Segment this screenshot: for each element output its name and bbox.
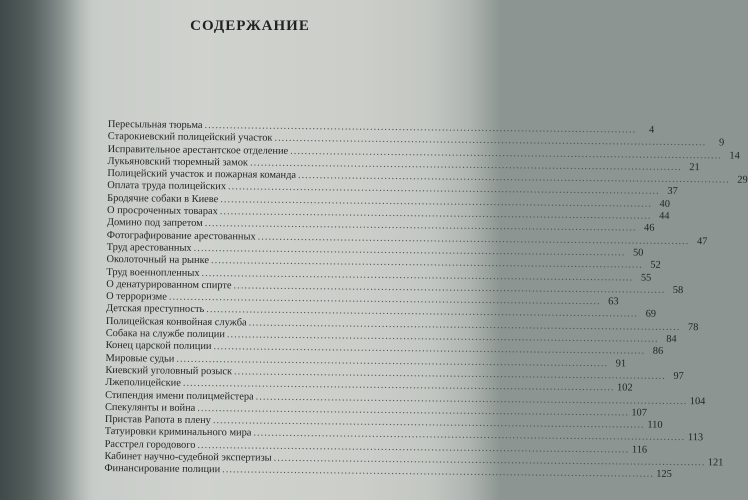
toc-entry-title: Околоточный на рынке — [106, 254, 210, 267]
toc-entry-page: 44 — [659, 210, 670, 222]
toc-entry-page: 125 — [656, 469, 672, 481]
toc-entry-title: Киевский уголовный розыск — [105, 364, 233, 378]
toc-entry-title: Труд военнопленных — [106, 266, 200, 279]
toc-entry-page: 14 — [729, 150, 740, 162]
toc-entry-page: 40 — [659, 198, 671, 210]
toc-leader-dots: ........................................................................................................................ — [182, 378, 615, 394]
toc-entry-title: Конец царской полиции — [105, 340, 212, 353]
toc-leader-dots: ........................................................................................................................ — [255, 391, 688, 407]
toc-entry-title: О денатурированном спирте — [106, 278, 232, 292]
toc-leader-dots: ........................................................................................................................ — [201, 267, 634, 284]
toc-entry-page: 46 — [643, 222, 655, 235]
toc-entry-title: Полицейский участок и пожарная команда — [107, 168, 297, 182]
toc-leader-dots: ........................................................................................................................ — [204, 120, 637, 136]
toc-leader-dots: ........................................................................................................................ — [213, 341, 646, 357]
toc-leader-dots: ........................................................................................................................ — [168, 291, 601, 308]
toc-entry-page: 58 — [672, 284, 684, 296]
toc-entry-title: Полицейская конвойная служба — [105, 315, 247, 329]
toc-entry-title: Домино под запретом — [106, 217, 203, 230]
toc-entry-title: Исправительное арестантское отделение — [107, 143, 289, 157]
toc-entry-title: Мировые судьи — [105, 352, 175, 365]
toc-leader-dots: ........................................................................................................................ — [234, 366, 666, 382]
toc-leader-dots: ........................................................................................................................ — [206, 304, 639, 321]
toc-entry-page: 104 — [689, 395, 706, 407]
toc-entry-page: 91 — [615, 357, 627, 370]
toc-leader-dots: ........................................................................................................................ — [204, 218, 637, 234]
toc-entry-page: 86 — [652, 346, 664, 358]
toc-leader-dots: ........................................................................................................................ — [176, 353, 609, 369]
toc-entry-page: 110 — [647, 419, 663, 431]
toc-leader-dots: ........................................................................................................................ — [197, 402, 630, 419]
toc-leader-dots: ........................................................................................................................ — [274, 133, 707, 149]
page-gutter-shadow — [0, 0, 90, 500]
toc-entry-title: Старокиевский полицейский участок — [107, 131, 273, 145]
toc-entry-page: 29 — [737, 174, 748, 186]
toc-entry-title: Собака на службе полиции — [105, 328, 226, 341]
toc-entry-title: Стипендия имени полицмейстера — [105, 389, 254, 403]
toc-entry — [104, 463, 672, 481]
toc-entry-page: 78 — [687, 321, 699, 333]
toc-entry-title: Лжеполицейские — [105, 377, 181, 390]
toc-leader-dots: ........................................................................................................................ — [219, 206, 652, 222]
toc-leader-dots: ........................................................................................................................ — [220, 193, 653, 210]
toc-leader-dots: ........................................................................................................................ — [233, 280, 666, 296]
toc-entry-title: Расстрел городового — [104, 438, 196, 451]
toc-entry-page: 69 — [645, 309, 657, 321]
toc-entry-page: 50 — [632, 247, 644, 259]
toc-leader-dots: ........................................................................................................................ — [290, 145, 722, 162]
toc-entry-page: 84 — [666, 333, 677, 346]
toc-entry-title: Кабинет научно-судебной экспертизы — [104, 450, 272, 464]
toc-entry-page: 47 — [696, 235, 708, 247]
toc-entry-title: О терроризме — [106, 291, 167, 303]
toc-entry-page: 116 — [631, 444, 648, 456]
toc-entry-title: Спекулянты и война — [104, 401, 196, 414]
toc-entry-title: Лукьяновский тюремный замок — [107, 155, 249, 169]
toc-leader-dots: ........................................................................................................................ — [210, 255, 643, 271]
toc-leader-dots: ........................................................................................................................ — [248, 317, 681, 333]
toc-entry-page: 97 — [673, 370, 684, 382]
toc-leader-dots: ........................................................................................................................ — [253, 427, 686, 444]
toc-entry-title: Пересыльная тюрьма — [107, 119, 203, 131]
toc-entry-page: 113 — [687, 432, 704, 444]
toc-leader-dots: ........................................................................................................................ — [249, 157, 682, 173]
toc-entry-page: 121 — [707, 457, 724, 469]
toc-entry-page: 9 — [718, 137, 725, 149]
toc-entry-page: 37 — [667, 186, 678, 198]
toc-entry-title: О просроченных товарах — [106, 205, 218, 218]
toc-entry-title: Пристав Рапота в плену — [104, 414, 211, 427]
toc-leader-dots: ........................................................................................................................ — [197, 439, 630, 456]
toc-entry-title: Финансирование полиции — [104, 463, 221, 476]
toc-leader-dots: ........................................................................................................................ — [273, 452, 706, 469]
contents-heading: СОДЕРЖАНИЕ — [190, 18, 310, 34]
toc-leader-dots: ........................................................................................................................ — [226, 329, 659, 345]
toc-entry-page: 52 — [650, 259, 661, 272]
toc-entry-page: 4 — [648, 124, 655, 136]
toc-entry-page: 55 — [640, 272, 652, 284]
toc-entry-page: 63 — [608, 296, 619, 308]
toc-entry-title: Труд арестованных — [106, 241, 192, 254]
toc-leader-dots: ........................................................................................................................ — [297, 170, 730, 186]
toc-entry-title: Фотографирование арестованных — [106, 229, 256, 243]
toc-leader-dots: ........................................................................................................................ — [193, 242, 626, 259]
toc-entry-title: Татуировки криминального мира — [104, 426, 252, 439]
toc-leader-dots: ........................................................................................................................ — [257, 231, 690, 247]
toc-entry-title: Бродячие собаки в Киеве — [107, 192, 219, 205]
table-of-contents — [104, 119, 748, 481]
toc-leader-dots: ........................................................................................................................ — [212, 415, 645, 431]
toc-leader-dots: ........................................................................................................................ — [227, 181, 660, 198]
toc-entry-title: Детская преступность — [105, 303, 205, 316]
toc-entry-page: 102 — [616, 382, 633, 394]
toc-leader-dots: ........................................................................................................................ — [222, 464, 654, 481]
toc-entry-title: Оплата труда полицейских — [107, 180, 227, 193]
toc-entry-page: 107 — [631, 407, 648, 419]
toc-entry-page: 21 — [689, 161, 700, 174]
